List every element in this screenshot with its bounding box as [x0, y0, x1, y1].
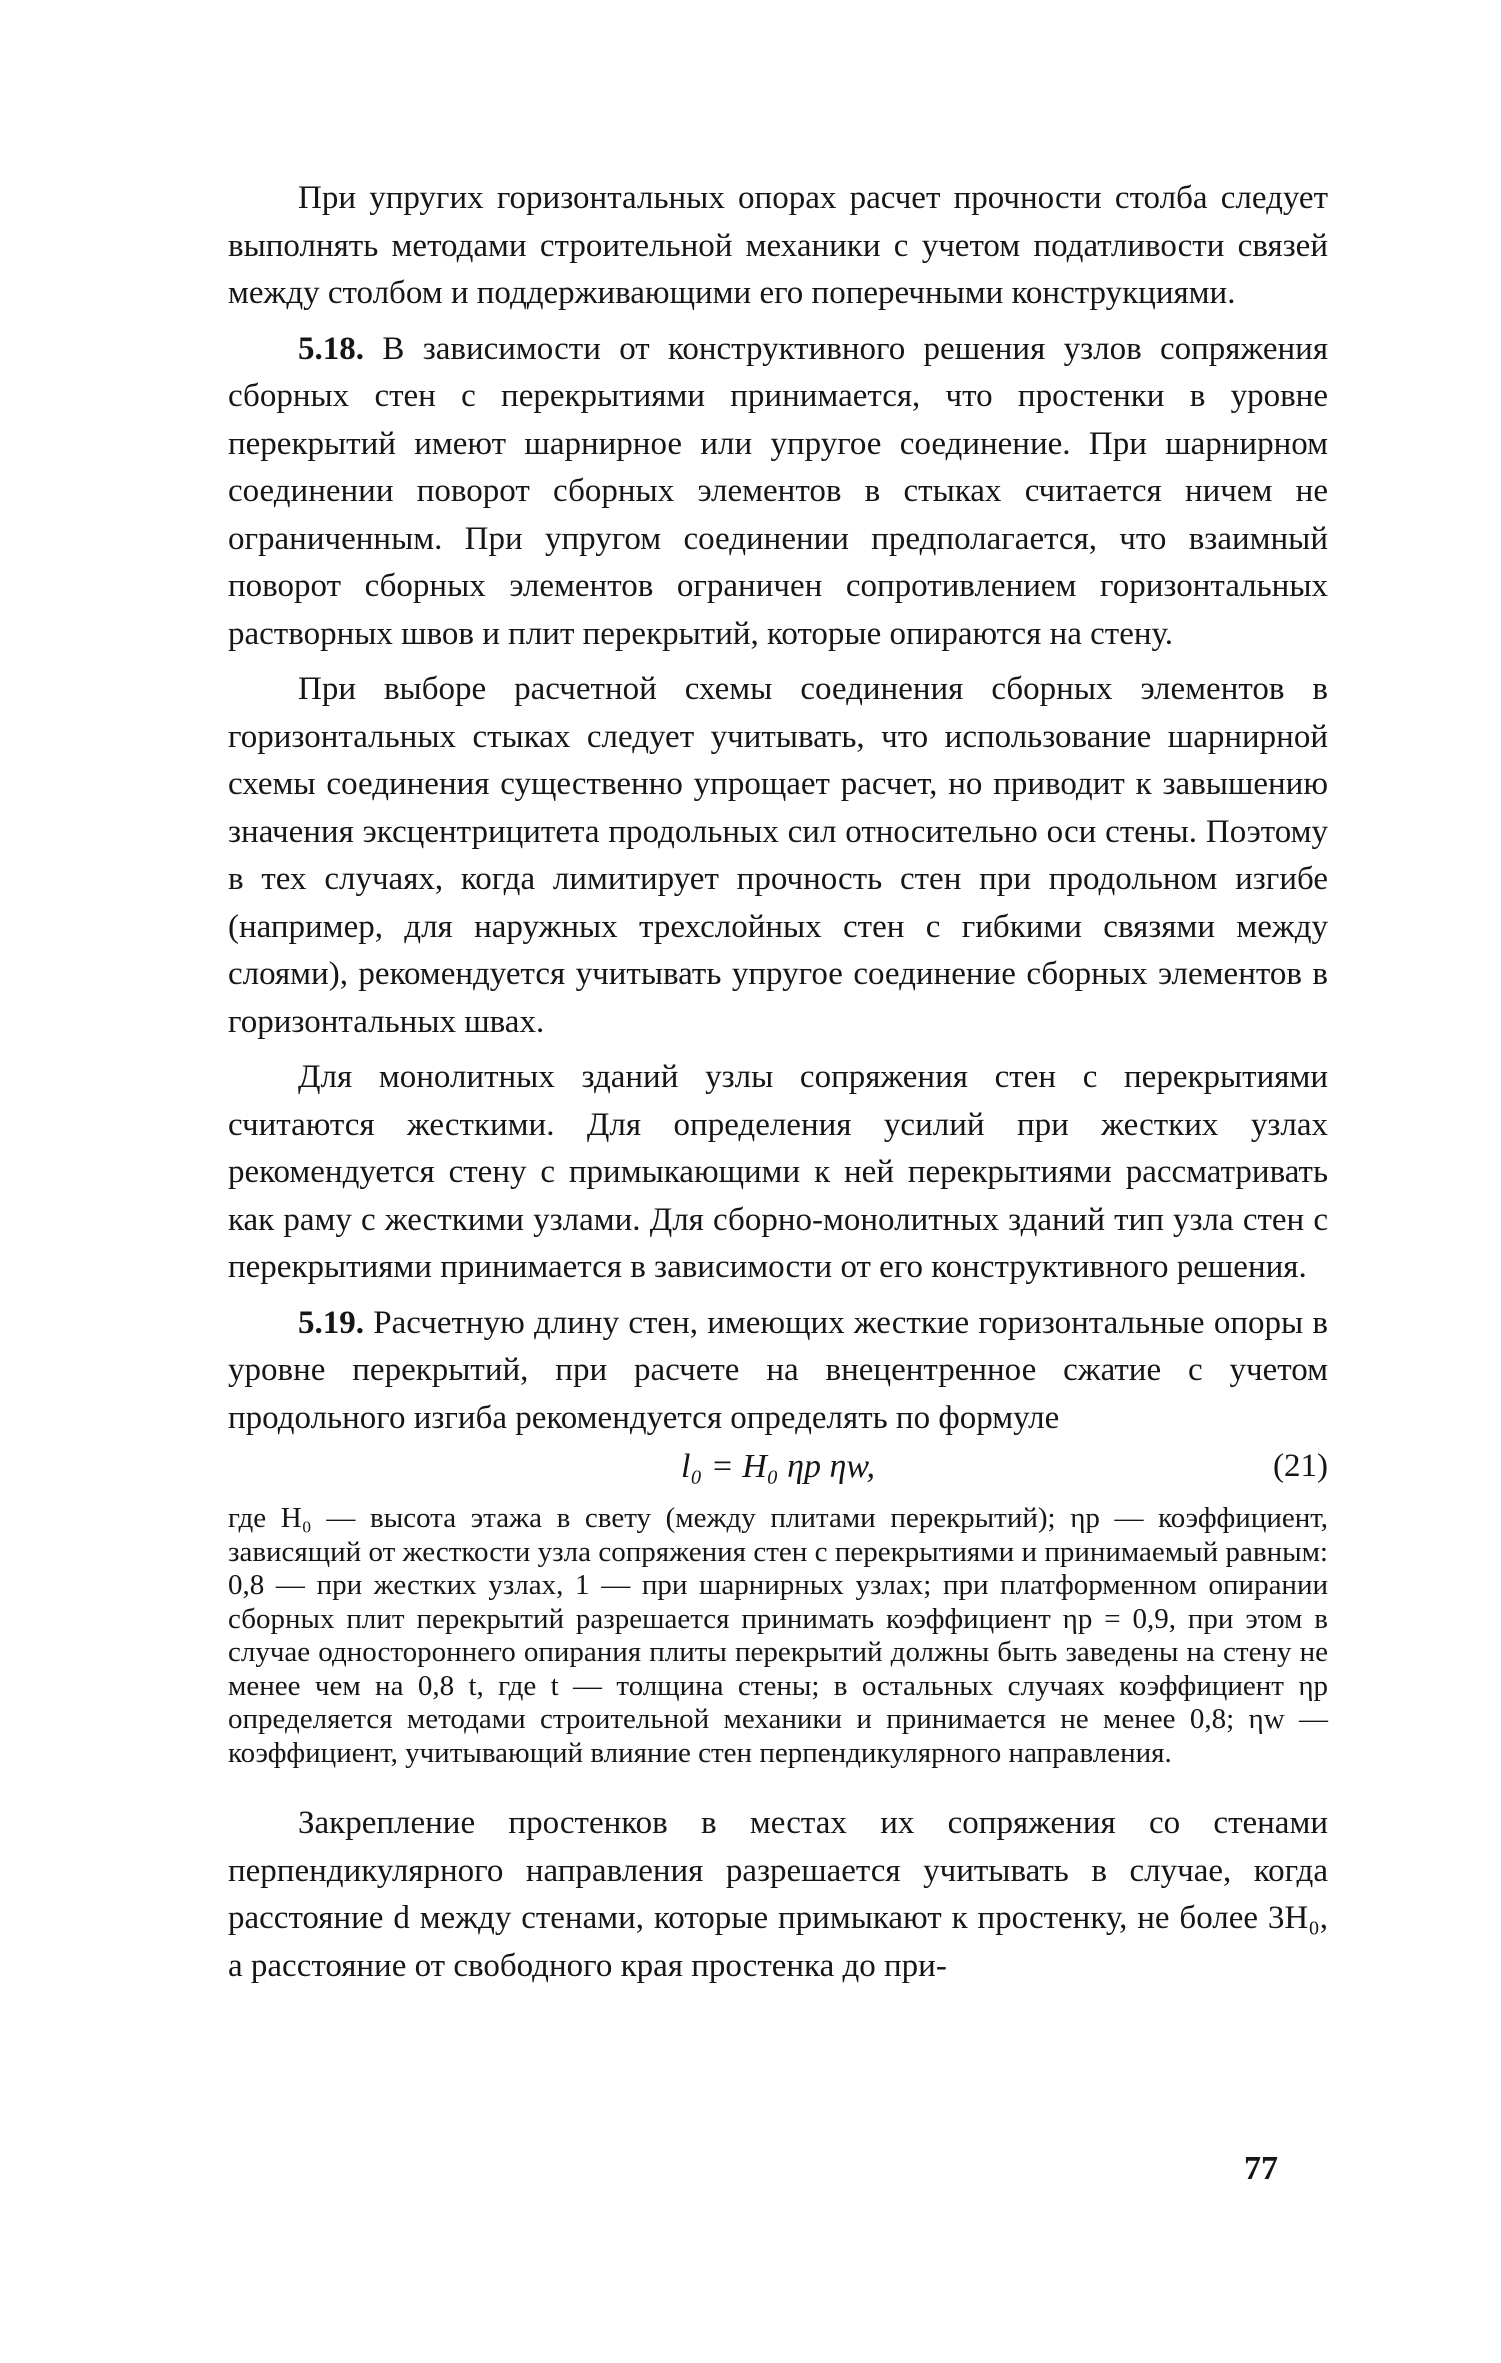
- clause-number-5-18: 5.18.: [298, 330, 364, 367]
- paragraph-pier-fixing: Закрепление простенков в местах их сопряжения со стенами перпендикулярного направления разрешается учитывать в случае, когда расстояние d между стенами, которые примыкают к простенку, не более 3H₀, а расстояние от свободного края простенка до при-: [228, 1805, 1328, 1984]
- document-page: [228, 175, 1328, 1990]
- clause-number-5-19: 5.19.: [298, 1304, 364, 1341]
- formula-legend: где H₀ — высота этажа в свету (между плитами перекрытий); ηp — коэффициент, зависящий от жесткости узла сопряжения стен с перекрытиями и принимаемый равным: 0,8 — при жестких узлах, 1 — при шарнирных узлах; при платформенном опирании сборных плит перекрытий разрешается принимать коэффициент ηp = 0,9, при этом в случае одностороннего опирания плиты перекрытий должны быть заведены на стену не менее чем на 0,8 t, где t — толщина стены; в остальных случаях коэффициент ηp определяется методами строительной механики и принимается не менее 0,8; ηw — коэффициент, учитывающий влияние стен перпендикулярного направления.: [228, 1502, 1328, 1769]
- page-number: 77: [1244, 2150, 1278, 2187]
- formula-row: [228, 1442, 1328, 1498]
- clause-text-5-18: В зависимости от конструктивного решения узлов сопряжения сборных стен с перекрытиями принимается, что простенки в уровне перекрытий имеют шарнирное или упругое соединение. При шарнирном соединении поворот сборных элементов в стыках считается ничем не ограниченным. При упругом соединении предполагается, что взаимный поворот сборных элементов ограничен сопротивлением горизонтальных растворных швов и плит перекрытий, которые опираются на стену.: [228, 330, 1329, 652]
- clause-text-5-19: Расчетную длину стен, имеющих жесткие горизонтальные опоры в уровне перекрытий, при расчете на внецентренное сжатие с учетом продольного изгиба рекомендуется определять по формуле: [228, 1304, 1328, 1436]
- equation-number: (21): [1273, 1448, 1328, 1484]
- paragraph-elastic-supports: При упругих горизонтальных опорах расчет прочности столба следует выполнять методами строительной механики с учетом податливости связей между столбом и поддерживающими его поперечными конструкциями.: [228, 180, 1328, 311]
- paragraph-5-18: [228, 326, 1328, 659]
- paragraph-monolithic-buildings: Для монолитных зданий узлы сопряжения стен с перекрытиями считаются жесткими. Для определения усилий при жестких узлах рекомендуется стену с примыкающими к ней перекрытиями рассматривать как раму с жесткими узлами. Для сборно-монолитных зданий тип узла стен с перекрытиями принимается в зависимости от его конструктивного решения.: [228, 1059, 1328, 1285]
- paragraph-scheme-choice: При выборе расчетной схемы соединения сборных элементов в горизонтальных стыках следует учитывать, что использование шарнирной схемы соединения существенно упрощает расчет, но приводит к завышению значения эксцентрицитета продольных сил относительно оси стены. Поэтому в тех случаях, когда лимитирует прочность стен при продольном изгибе (например, для наружных трехслойных стен с гибкими связями между слоями), рекомендуется учитывать упругое соединение сборных элементов в горизонтальных швах.: [228, 671, 1328, 1040]
- formula-21: l₀ = H₀ ηp ηw,: [681, 1448, 875, 1485]
- paragraph-5-19: [228, 1300, 1328, 1443]
